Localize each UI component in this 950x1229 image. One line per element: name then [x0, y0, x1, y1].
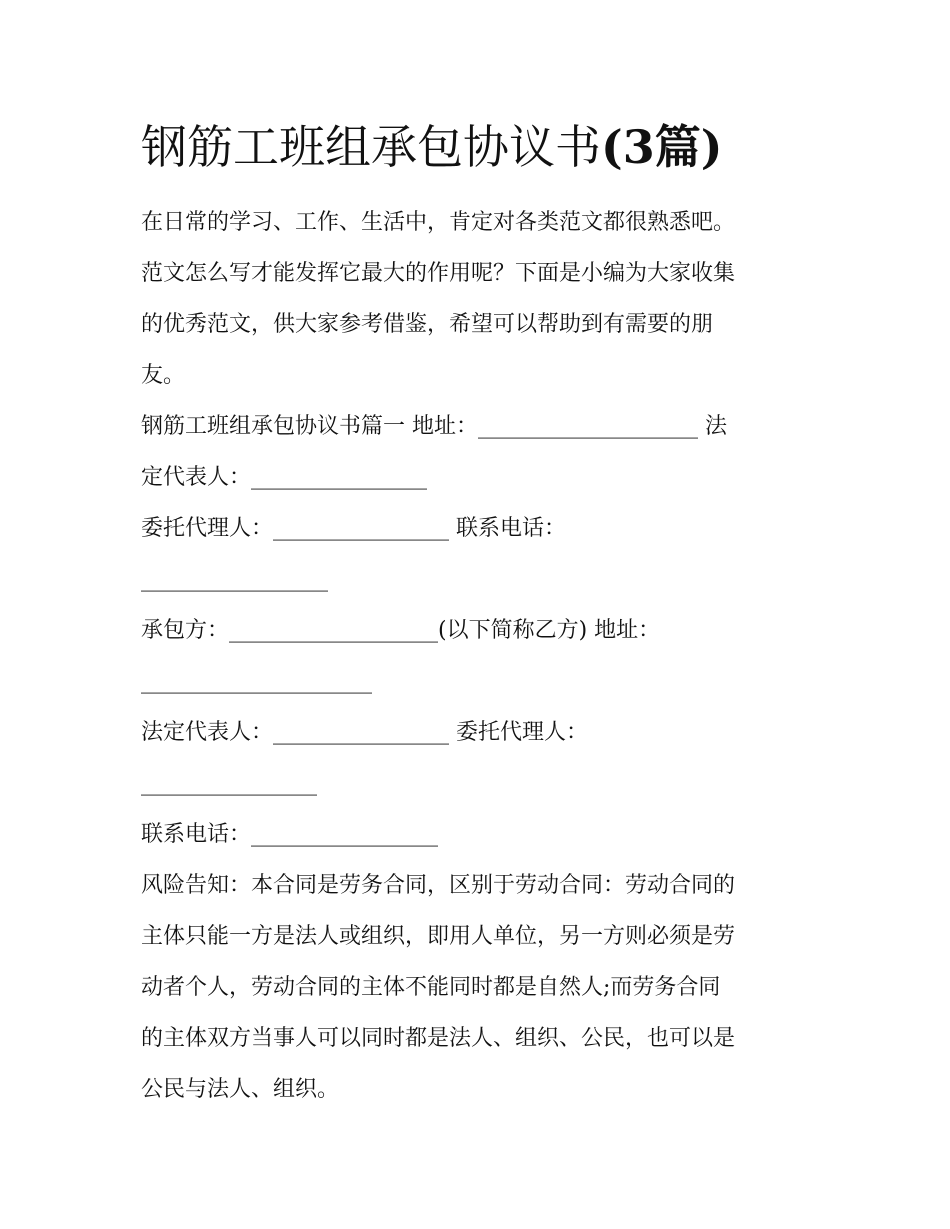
form-line: 法定代表人：________________ 委托代理人：	[141, 720, 588, 745]
intro-line: 的优秀范文，供大家参考借鉴，希望可以帮助到有需要的朋	[141, 312, 714, 337]
risk-notice-line: 动者个人，劳动合同的主体不能同时都是自然人;而劳务合同	[141, 975, 721, 1000]
form-line: 钢筋工班组承包协议书篇一 地址：____________________ 法	[141, 414, 727, 439]
intro-line: 在日常的学习、工作、生活中，肯定对各类范文都很熟悉吧。	[141, 210, 736, 235]
risk-notice-line: 主体只能一方是法人或组织，即用人单位，另一方则必须是劳	[141, 924, 736, 949]
document-body	[141, 197, 821, 1115]
title-main: 钢筋工班组承包协议书	[141, 120, 601, 174]
risk-notice-line: 公民与法人、组织。	[141, 1077, 340, 1102]
form-line: 联系电话：_________________	[141, 822, 439, 847]
form-line: _________________	[141, 567, 328, 592]
title-suffix: (3篇)	[601, 120, 723, 174]
form-line: _____________________	[141, 669, 372, 694]
risk-notice-line: 风险告知：本合同是劳务合同，区别于劳动合同：劳动合同的	[141, 873, 736, 898]
form-line: ________________	[141, 771, 317, 796]
intro-line: 范文怎么写才能发挥它最大的作用呢？下面是小编为大家收集	[141, 261, 736, 286]
document-title	[141, 112, 723, 182]
form-line: 定代表人：________________	[141, 465, 428, 490]
risk-notice-line: 的主体双方当事人可以同时都是法人、组织、公民，也可以是	[141, 1026, 736, 1051]
intro-line: 友。	[141, 363, 186, 388]
form-line: 委托代理人：________________ 联系电话：	[141, 516, 566, 541]
form-line: 承包方：___________________(以下简称乙方) 地址：	[141, 618, 661, 643]
